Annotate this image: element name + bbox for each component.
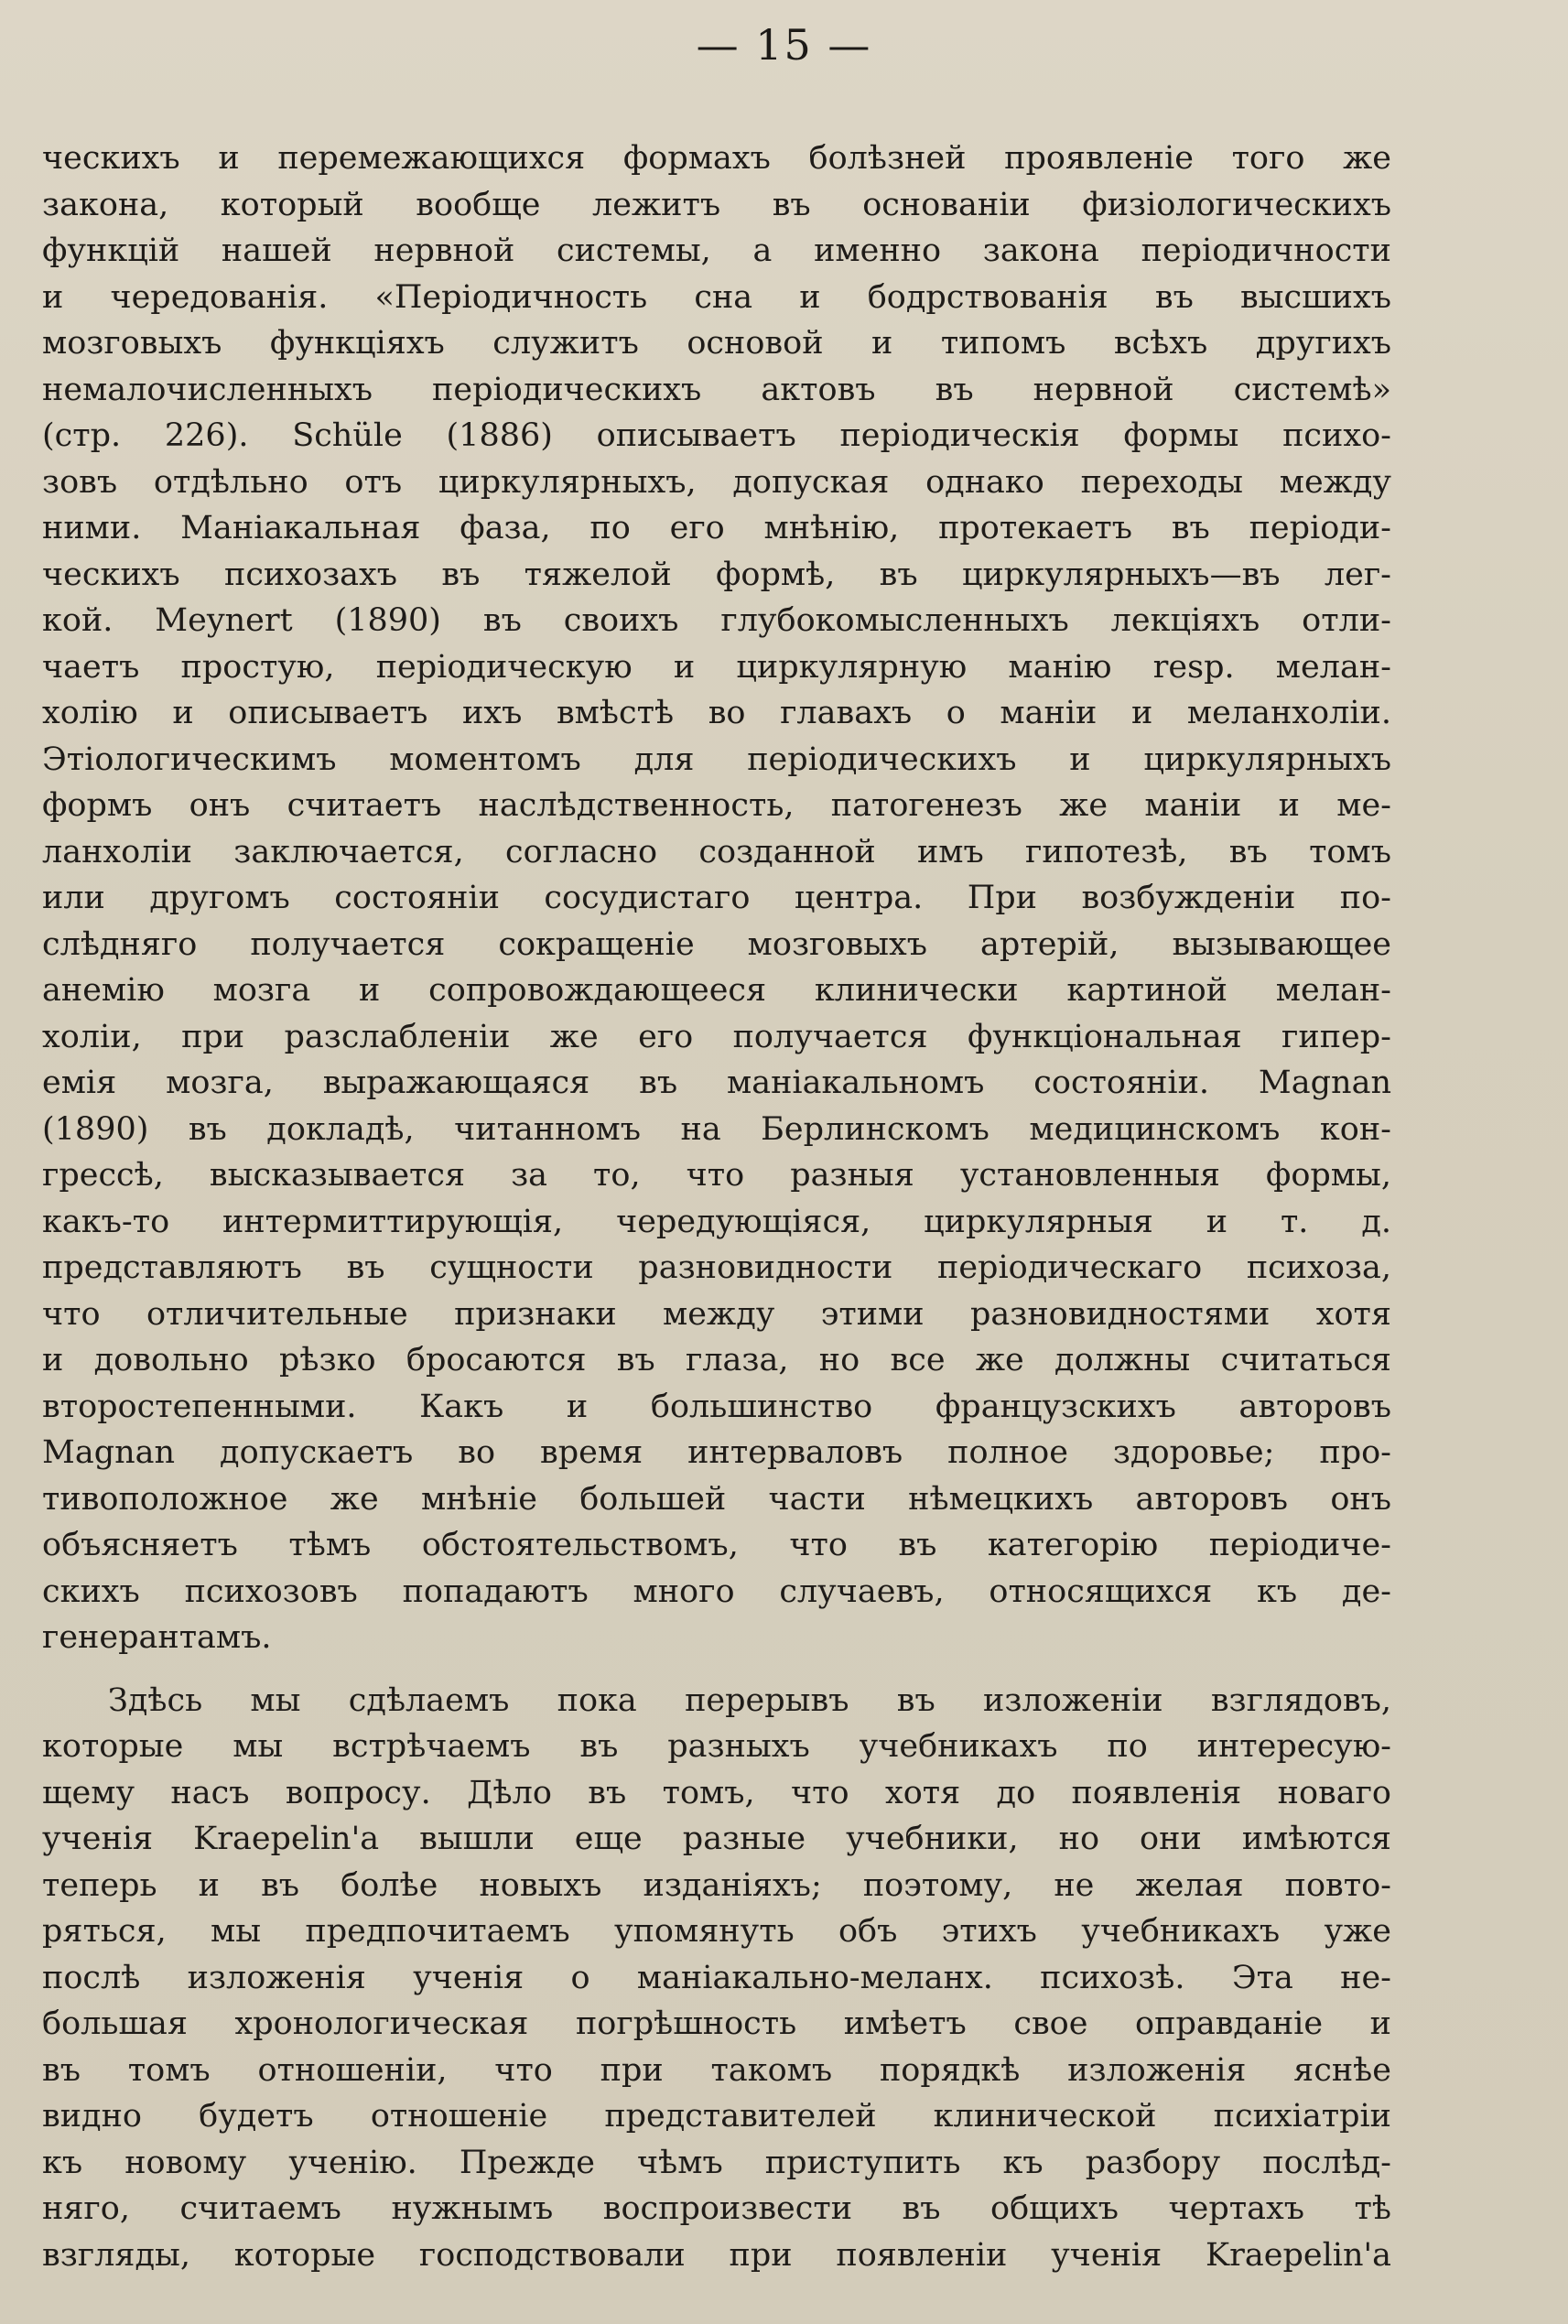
text-line: теперь и въ болѣе новыхъ изданіяхъ; поэтому, не желая повто- [42,1866,1391,1904]
text-line: (стр. 226). Schüle (1886) описываетъ періодическія формы психо- [42,417,1391,454]
text-line: ученія Kraepelin'a вышли еще разные учебники, но они имѣются [42,1821,1391,1857]
text-line: къ новому ученію. Прежде чѣмъ приступить къ разбору послѣд- [42,2144,1391,2181]
text-line: слѣдняго получается сокращеніе мозговыхъ артерій, вызывающее [42,925,1391,963]
text-line: чаетъ простую, періодическую и циркулярную манію resp. мелан- [42,648,1391,686]
text-line: (1890) въ докладѣ, читанномъ на Берлинскомъ медицинскомъ кон- [42,1110,1391,1148]
text-line: какъ-то интермиттирующія, чередующіяся, циркулярныя и т. д. [42,1203,1391,1240]
page-number: — 15 — [696,20,872,70]
text-line: которые мы встрѣчаемъ въ разныхъ учебникахъ по интересую- [42,1728,1391,1765]
text-line: скихъ психозовъ попадаютъ много случаевъ, относящихся къ де- [42,1573,1391,1610]
text-line: функцій нашей нервной системы, а именно закона періодичности [42,232,1391,269]
text-line: холіи, при разслабленіи же его получается функціональная гипер- [42,1018,1391,1055]
text-line: немалочисленныхъ періодическихъ актовъ въ нервной системѣ» [42,371,1391,408]
text-line: анемію мозга и сопровождающееся клинически картиной мелан- [42,972,1391,1009]
text-line: мозговыхъ функціяхъ служитъ основой и типомъ всѣхъ другихъ [42,325,1391,362]
text-line: генерантамъ. [42,1619,272,1656]
text-line: ряться, мы предпочитаемъ упомянуть объ этихъ учебникахъ уже [42,1913,1391,1950]
text-line: ческихъ и перемежающихся формахъ болѣзней проявленіе того же [42,140,1391,177]
text-line: кой. Meynert (1890) въ своихъ глубокомысленныхъ лекціяхъ отли- [42,602,1391,639]
text-line: зовъ отдѣльно отъ циркулярныхъ, допуская однако переходы между [42,463,1391,501]
text-line: что отличительные признаки между этими разновидностями хотя [42,1295,1391,1333]
text-line: холію и описываетъ ихъ вмѣстѣ во главахъ о маніи и меланхоліи. [42,695,1391,731]
text-line: и чередованія. «Періодичность сна и бодрствованія въ высшихъ [42,278,1391,316]
paragraph-gap [42,1661,1391,1678]
text-line: Magnan допускаетъ во время интерваловъ полное здоровье; про- [42,1434,1391,1471]
body-text [42,135,1391,2278]
text-line: закона, который вообще лежитъ въ основаніи физіологическихъ [42,186,1391,223]
text-line: ними. Маніакальная фаза, по его мнѣнію, протекаетъ въ періоди- [42,510,1391,546]
text-line: ческихъ психозахъ въ тяжелой формѣ, въ циркулярныхъ—въ лег- [42,556,1391,593]
text-line: взгляды, которые господствовали при появленіи ученія Kraepelin'a [42,2236,1391,2274]
text-line: ланхоліи заключается, согласно созданной имъ гипотезѣ, въ томъ [42,833,1391,870]
text-line: второстепенными. Какъ и большинство французскихъ авторовъ [42,1388,1391,1425]
text-line: грессѣ, высказывается за то, что разныя установленныя формы, [42,1157,1391,1194]
paragraph-2 [42,1678,1391,2279]
text-line: объясняетъ тѣмъ обстоятельствомъ, что въ категорію періодиче- [42,1527,1391,1563]
text-line: или другомъ состояніи сосудистаго центра. При возбужденіи по- [42,880,1391,916]
text-line: Здѣсь мы сдѣлаемъ пока перерывъ въ изложеніи взглядовъ, [108,1681,1391,1719]
paragraph-1 [42,135,1391,1661]
text-line: послѣ изложенія ученія о маніакально-меланх. психозѣ. Эта не- [42,1959,1391,1996]
text-line: видно будетъ отношеніе представителей клинической психіатріи [42,2098,1391,2135]
text-line: формъ онъ считаетъ наслѣдственность, патогенезъ же маніи и ме- [42,787,1391,824]
text-line: Этіологическимъ моментомъ для періодическихъ и циркулярныхъ [42,740,1391,778]
text-line: и довольно рѣзко бросаются въ глаза, но все же должны считаться [42,1342,1391,1378]
text-line: въ томъ отношеніи, что при такомъ порядкѣ изложенія яснѣе [42,2051,1391,2089]
text-line: большая хронологическая погрѣшность имѣетъ свое оправданіе и [42,2005,1391,2042]
text-line: щему насъ вопросу. Дѣло въ томъ, что хотя до появленія новаго [42,1774,1391,1811]
text-line: представляютъ въ сущности разновидности періодическаго психоза, [42,1249,1391,1286]
text-line: тивоположное же мнѣніе большей части нѣмецкихъ авторовъ онъ [42,1480,1391,1518]
text-line: няго, считаемъ нужнымъ воспроизвести въ общихъ чертахъ тѣ [42,2190,1391,2227]
text-line: емія мозга, выражающаяся въ маніакальномъ состояніи. Magnan [42,1065,1391,1101]
